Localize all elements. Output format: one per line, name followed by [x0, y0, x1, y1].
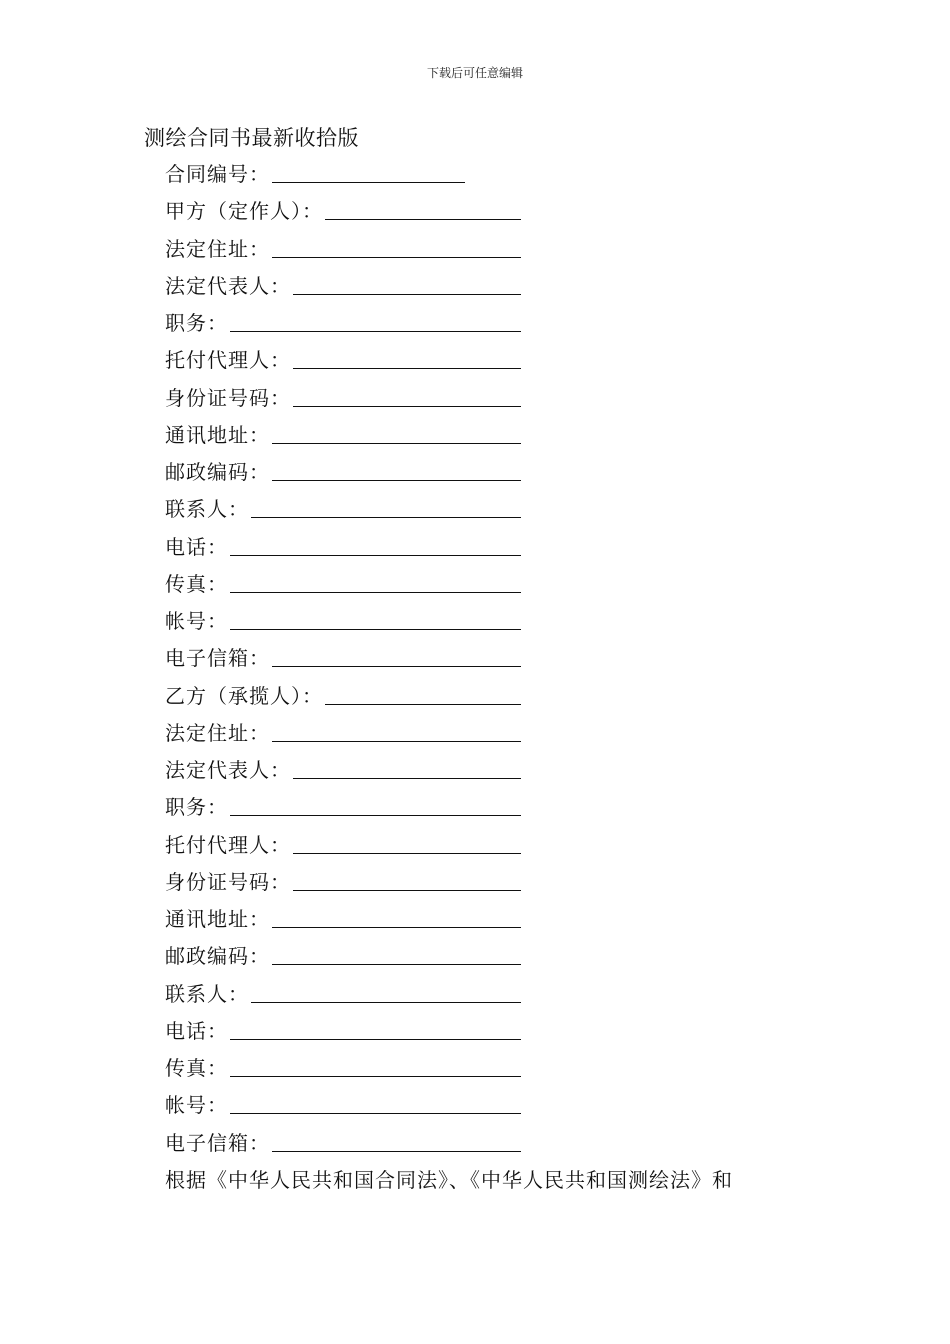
- intro-paragraph: 根据《中华人民共和国合同法》、《中华人民共和国测绘法》和: [165, 1168, 733, 1192]
- field-row: [165, 978, 521, 1006]
- field-label: 邮政编码：: [165, 460, 270, 484]
- field-row: [165, 1015, 521, 1043]
- field-label: 通讯地址：: [165, 422, 270, 447]
- field-blank-line[interactable]: [251, 495, 521, 518]
- field-blank-line[interactable]: [230, 570, 521, 593]
- field-label: 传真：: [165, 571, 228, 596]
- field-label: 乙方（承揽人）：: [165, 683, 323, 708]
- field-blank-line[interactable]: [272, 905, 521, 928]
- field-label: 联系人：: [165, 981, 249, 1006]
- field-row: [165, 307, 521, 335]
- field-row: [165, 1052, 521, 1080]
- field-label: 合同编号：: [165, 162, 270, 186]
- field-row: [165, 233, 521, 261]
- field-blank-line[interactable]: [293, 831, 521, 854]
- field-blank-line[interactable]: [325, 197, 521, 220]
- field-label: 法定住址：: [165, 720, 270, 745]
- page-header: 下载后可任意编辑: [426, 66, 523, 80]
- field-row: [165, 344, 521, 372]
- field-row: [165, 642, 521, 670]
- field-label: 帐号：: [165, 1093, 228, 1118]
- field-label: 托付代理人：: [165, 832, 291, 857]
- field-blank-line[interactable]: [272, 1129, 521, 1152]
- field-row: [165, 1089, 521, 1117]
- field-row: [165, 680, 521, 708]
- field-blank-line[interactable]: [251, 980, 521, 1003]
- field-label: 法定住址：: [165, 236, 270, 261]
- field-blank-line[interactable]: [230, 1017, 521, 1040]
- field-label: 身份证号码：: [165, 385, 291, 410]
- field-row: [165, 717, 521, 745]
- field-blank-line[interactable]: [272, 160, 465, 183]
- field-label: 电子信箱：: [165, 1130, 270, 1155]
- field-row: [165, 270, 521, 298]
- field-row: [165, 605, 521, 633]
- field-label: 甲方（定作人）：: [165, 199, 323, 224]
- field-blank-line[interactable]: [272, 644, 521, 667]
- field-blank-line[interactable]: [230, 1091, 521, 1114]
- field-row: [165, 903, 521, 931]
- field-blank-line[interactable]: [293, 346, 521, 369]
- field-label: 电话：: [165, 534, 228, 559]
- field-row: [165, 382, 521, 410]
- field-label: 通讯地址：: [165, 907, 270, 931]
- field-row: [165, 866, 521, 894]
- field-blank-line[interactable]: [293, 384, 521, 407]
- field-row: [165, 791, 521, 819]
- field-label: 联系人：: [165, 497, 249, 522]
- field-label: 职务：: [165, 795, 228, 820]
- field-blank-line[interactable]: [272, 235, 521, 258]
- document-title: 测绘合同书最新收拾版: [144, 126, 359, 150]
- field-label: 职务：: [165, 311, 228, 335]
- field-label: 法定代表人：: [165, 758, 291, 782]
- field-label: 法定代表人：: [165, 273, 291, 298]
- field-blank-line[interactable]: [230, 1054, 521, 1077]
- field-label: 帐号：: [165, 609, 228, 633]
- field-blank-line[interactable]: [272, 421, 521, 444]
- field-blank-line[interactable]: [230, 607, 521, 630]
- field-row: [165, 419, 521, 447]
- field-row: [165, 493, 521, 521]
- field-blank-line[interactable]: [293, 868, 521, 891]
- field-row: [165, 940, 521, 968]
- field-blank-line[interactable]: [230, 309, 521, 332]
- field-blank-line[interactable]: [293, 756, 521, 779]
- field-row: [165, 158, 465, 186]
- field-blank-line[interactable]: [272, 942, 521, 965]
- field-label: 托付代理人：: [165, 348, 291, 373]
- field-label: 邮政编码：: [165, 944, 270, 969]
- field-label: 电子信箱：: [165, 646, 270, 671]
- field-blank-line[interactable]: [230, 793, 521, 816]
- field-label: 电话：: [165, 1018, 228, 1043]
- field-blank-line[interactable]: [272, 458, 521, 481]
- field-row: [165, 195, 521, 223]
- field-label: 传真：: [165, 1056, 228, 1080]
- field-row: [165, 568, 521, 596]
- field-row: [165, 456, 521, 484]
- field-row: [165, 1127, 521, 1155]
- field-blank-line[interactable]: [230, 533, 521, 556]
- field-label: 身份证号码：: [165, 869, 291, 894]
- field-row: [165, 754, 521, 782]
- field-row: [165, 829, 521, 857]
- field-blank-line[interactable]: [325, 682, 521, 705]
- field-blank-line[interactable]: [293, 272, 521, 295]
- field-blank-line[interactable]: [272, 719, 521, 742]
- field-row: [165, 531, 521, 559]
